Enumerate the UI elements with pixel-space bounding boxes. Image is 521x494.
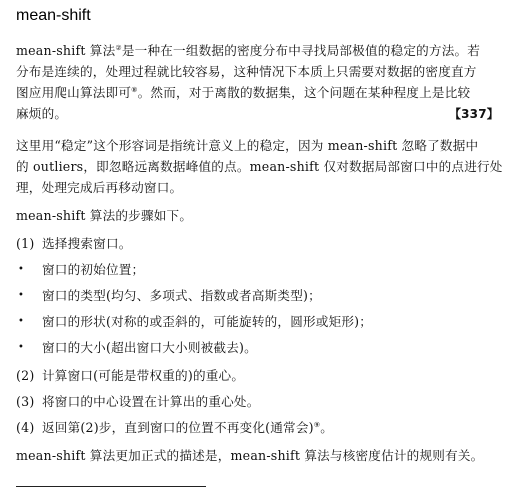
step-number: (3) [16,394,35,409]
stable-paragraph [16,135,509,198]
step-3 [16,392,509,412]
footnote-marker: ⑧ [131,85,138,94]
list-item [16,338,509,358]
steps-intro: mean-shift 算法的步骤如下。 [16,208,193,223]
bullet-text: 窗口的形状(对称的或歪斜的，可能旋转的，圆形或矩形)； [42,314,373,329]
list-item [16,260,509,280]
bullet-icon: • [18,316,25,327]
list-item [16,286,509,306]
bullet-text: 窗口的初始位置； [42,262,145,277]
bullet-text: 窗口的大小(超出窗口大小则被截去)。 [42,340,257,355]
bullet-icon: • [18,264,25,275]
bullet-text: 窗口的类型(均匀、多项式、指数或者高斯类型)； [42,288,321,303]
stable-line-3: 理，处理完成后再移动窗口。 [16,180,183,195]
step-number: (4) [16,420,35,435]
step-number: (1) [16,236,35,251]
section-heading: mean-shift [16,7,91,24]
intro-paragraph [16,40,509,125]
footnote-marker: ⑨ [313,420,321,429]
bullet-icon: • [18,290,25,301]
step-1 [16,234,509,254]
page-reference: 【337】 [448,107,499,121]
step-2 [16,366,509,386]
step-text: 计算窗口(可能是带权重的)的重心。 [42,368,245,383]
step-text: 返回第(2)步，直到窗口的位置不再变化(通常会)⑨。 [42,420,334,435]
intro-line-2: 分布是连续的，处理过程就比较容易，这种情况下本质上只需要对数据的密度直方 [16,64,477,79]
intro-line-3: 图应用爬山算法即可⑧。然而，对于离散的数据集，这个问题在某种程度上是比较 [16,85,471,100]
intro-line-4: 麻烦的。 【337】 [16,103,509,125]
step-text: 将窗口的中心设置在计算出的重心处。 [42,394,260,409]
intro-line-1: mean-shift 算法②是一种在一组数据的密度分布中寻找局部极值的稳定的方法。若 [16,43,481,58]
bullet-icon: • [18,342,25,353]
footnote-marker: ② [115,43,122,52]
step-number: (2) [16,368,35,383]
stable-line-1: 这里用“稳定”这个形容词是指统计意义上的稳定，因为 mean-shift 忽略了数据中 [16,138,479,153]
step-4 [16,418,509,438]
stable-line-2: 的 outliers，即忽略远离数据峰值的点。mean-shift 仅对数据局部窗口中的点进行处 [16,159,503,174]
footnote-divider [16,486,206,487]
list-item [16,312,509,332]
closing-sentence: mean-shift 算法更加正式的描述是，mean-shift 算法与核密度估计的规则有关。 [16,448,484,463]
step-text: 选择搜索窗口。 [42,236,132,251]
